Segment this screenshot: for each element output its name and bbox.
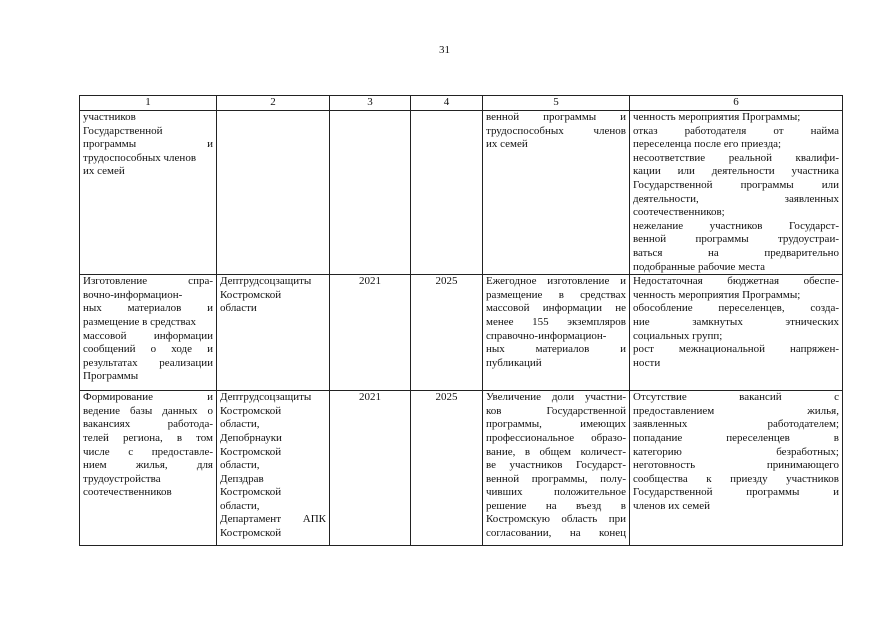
cell-text-line: Формирование и [83, 391, 213, 404]
cell-text-line: венной программы, полу- [486, 472, 626, 485]
cell-text-line: Ежегодное изготовление и [486, 275, 626, 288]
start-year-cell [330, 111, 411, 275]
cell-text-line: ваться на предварительно [633, 246, 839, 259]
cell-text-line: деятельности, заявленных [633, 192, 839, 205]
cell-text-line: Костромской [220, 527, 282, 540]
cell-text-line: Депобрнауки [220, 431, 282, 444]
cell-text-line: венной программы трудоустраи- [633, 233, 839, 246]
col-header-4: 4 [411, 96, 483, 111]
cell-text-line: вочно-информацион- [83, 288, 183, 301]
cell-text-line: Дептрудсоцзащиты [220, 391, 312, 404]
cell-text-line: соотечественников [83, 486, 172, 499]
cell-text-line: Государственной программы и [633, 486, 839, 499]
end-year-cell: 2025 [411, 275, 483, 391]
cell-text-line: числе с предоставле- [83, 445, 213, 458]
cell-text-line: неготовность принимающего [633, 459, 839, 472]
expected-result-cell [483, 111, 630, 275]
cell-text-line: сообщений о ходе и [83, 343, 213, 356]
end-year-cell: 2025 [411, 391, 483, 546]
cell-text-line: телей региона, в том [83, 431, 213, 444]
cell-text-line: решение на въезд в [486, 499, 626, 512]
cell-text-line: переселенца после его приезда; [633, 138, 782, 151]
cell-text-line: отказ работодателя от найма [633, 124, 839, 137]
cell-text-line: массовой информации не [486, 302, 626, 315]
cell-text-line: размещение в средствах [486, 288, 626, 301]
cell-text-line: Департамент АПК [220, 513, 326, 526]
cell-text-line: трудоустройства [83, 472, 161, 485]
start-year-cell: 2021 [330, 275, 411, 391]
cell-text-line: ности [633, 356, 661, 369]
cell-text-line: несоответствие реальной квалифи- [633, 151, 839, 164]
cell-text-line: массовой информации [83, 329, 213, 342]
cell-text-line: их семей [83, 165, 125, 178]
cell-text-line: участников [83, 111, 136, 123]
cell-text-line: чивших положительное [486, 486, 626, 499]
expected-result-cell [483, 391, 630, 546]
col-header-2: 2 [217, 96, 330, 111]
table-row [80, 111, 843, 275]
cell-text-line: категорию безработных; [633, 445, 839, 458]
cell-text-line: нием жилья, для [83, 459, 213, 472]
cell-text-line: Недостаточная бюджетная обеспе- [633, 275, 839, 288]
cell-text-line: ных материалов и [83, 302, 213, 315]
measure-name-cell [80, 275, 217, 391]
cell-text-line: менее 155 экземпляров [486, 315, 626, 328]
risks-cell [630, 111, 843, 275]
cell-text-line: Костромской [220, 445, 282, 458]
cell-text-line: их семей [486, 138, 528, 151]
cell-text-line: членов их семей [633, 499, 710, 512]
table-row [80, 391, 843, 546]
cell-text-line: ве участников Государст- [486, 459, 626, 472]
cell-text-line: программы и [83, 138, 213, 151]
cell-text-line: вакансиях работода- [83, 418, 213, 431]
program-measures-table [79, 95, 843, 546]
cell-text-line: трудоспособных членов [83, 151, 197, 164]
table-row [80, 275, 843, 391]
cell-text-line: программы, имеющих [486, 418, 626, 431]
cell-text-line: ченность мероприятия Программы; [633, 111, 801, 123]
cell-text-line: согласовании, на конец [486, 527, 626, 540]
cell-text-line: вание, в общем количест- [486, 445, 626, 458]
cell-text-line: социальных групп; [633, 329, 723, 342]
cell-text-line: размещение в средствах [83, 315, 196, 328]
cell-text-line: Отсутствие вакансий с [633, 391, 839, 404]
risks-cell [630, 275, 843, 391]
responsible-cell [217, 391, 330, 546]
cell-text-line: соотечественников; [633, 206, 725, 219]
cell-text-line: Костромскую область при [486, 513, 626, 526]
page-number: 31 [439, 44, 450, 56]
cell-text-line: нежелание участников Государст- [633, 219, 839, 232]
measure-name-cell [80, 391, 217, 546]
col-header-5: 5 [483, 96, 630, 111]
cell-text-line: области [220, 302, 257, 315]
cell-text-line: публикаций [486, 356, 542, 369]
cell-text-line: ков Государственной [486, 404, 626, 417]
cell-text-line: подобранные рабочие места [633, 260, 766, 273]
end-year-cell [411, 111, 483, 275]
cell-text-line: справочно-информацион- [486, 329, 607, 342]
cell-text-line: ние замкнутых этнических [633, 315, 839, 328]
cell-text-line: ных материалов и [486, 343, 626, 356]
col-header-3: 3 [330, 96, 411, 111]
cell-text-line: результатах реализации [83, 356, 213, 369]
cell-text-line: области, [220, 418, 260, 431]
cell-text-line: заявленных работодателем; [633, 418, 839, 431]
cell-text-line: профессиональное образо- [486, 431, 626, 444]
cell-text-line: Государственной программы или [633, 178, 839, 191]
responsible-cell [217, 111, 330, 275]
cell-text-line: Костромской [220, 404, 282, 417]
cell-text-line: области, [220, 459, 260, 472]
cell-text-line: Костромской [220, 288, 282, 301]
cell-text-line: попадание переселенцев в [633, 431, 839, 444]
cell-text-line: обособление переселенцев, созда- [633, 302, 839, 315]
cell-text-line: венной программы и [486, 111, 626, 123]
cell-text-line: трудоспособных членов [486, 124, 626, 137]
col-header-1: 1 [80, 96, 217, 111]
cell-text-line: Программы [83, 370, 139, 383]
cell-text-line: Депздрав [220, 472, 264, 485]
cell-text-line: Увеличение доли участни- [486, 391, 626, 404]
cell-text-line: рост межнациональной напряжен- [633, 343, 839, 356]
cell-text-line: сообщества к приезду участников [633, 472, 839, 485]
cell-text-line: Государственной [83, 124, 163, 137]
cell-text-line: Костромской [220, 486, 282, 499]
column-number-row [80, 96, 843, 111]
cell-text-line: предоставлением жилья, [633, 404, 839, 417]
risks-cell [630, 391, 843, 546]
cell-text-line: ведение базы данных о [83, 404, 213, 417]
start-year-cell: 2021 [330, 391, 411, 546]
cell-text-line: Изготовление спра- [83, 275, 213, 288]
responsible-cell [217, 275, 330, 391]
measure-name-cell [80, 111, 217, 275]
expected-result-cell [483, 275, 630, 391]
cell-text-line: кации или деятельности участника [633, 165, 839, 178]
cell-text-line: области, [220, 499, 260, 512]
cell-text-line: Дептрудсоцзащиты [220, 275, 312, 288]
cell-text-line: ченность мероприятия Программы; [633, 288, 801, 301]
col-header-6: 6 [630, 96, 843, 111]
